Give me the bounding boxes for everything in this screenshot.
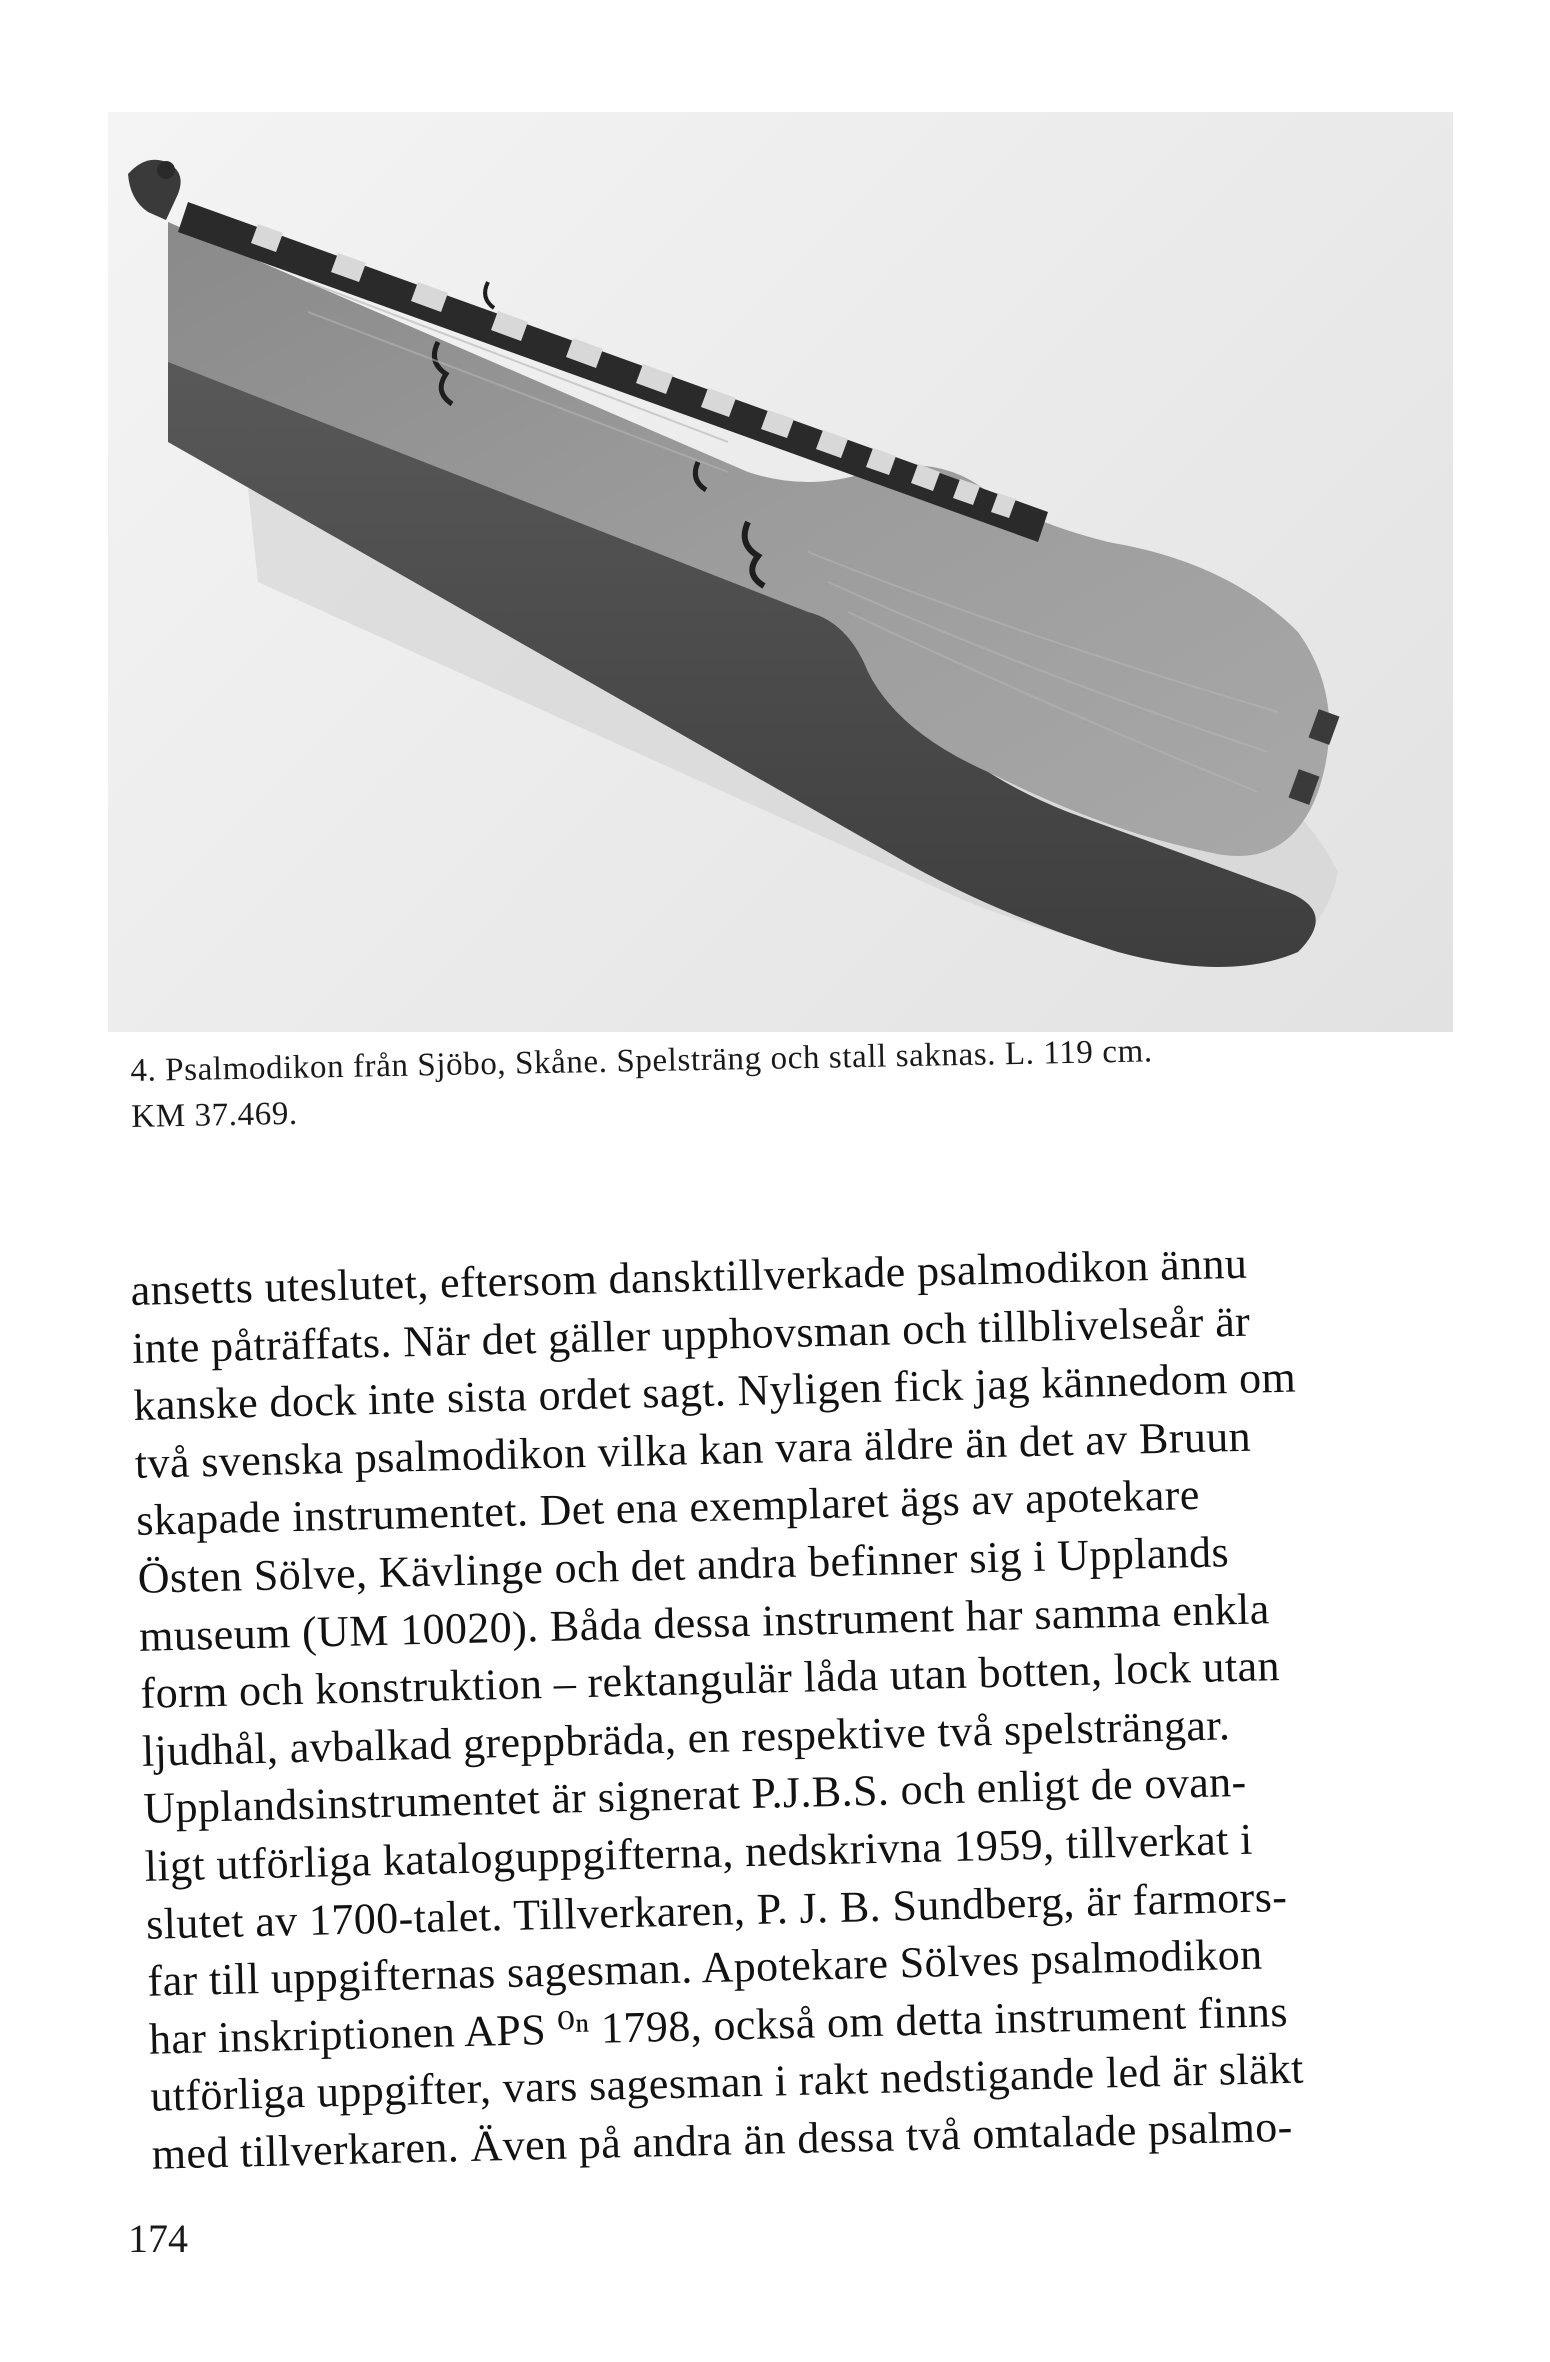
text-line: med tillverkaren. Även på andra än dessa två omtalade psalmo- — [151, 2101, 1294, 2179]
text-line: kanske dock inte sista ordet sagt. Nyligen fick jag kännedom om — [132, 1352, 1297, 1431]
sound-hole-4 — [485, 282, 494, 308]
text-line: utförliga uppgifter, vars sagesman i rakt nedstigande led är släkt — [149, 2043, 1305, 2122]
text-line: har inskriptionen APS ⁰ⁿ 1798, också om detta instrument finns — [148, 1986, 1289, 2064]
text-line: inte påträffats. När det gäller upphovsman och tillblivelseår är — [131, 1296, 1251, 1373]
text-line: ligt utförliga kataloguppgifterna, nedskrivna 1959, tillverkat i — [144, 1814, 1254, 1891]
text-line: Östen Sölve, Kävlinge och det andra befinner sig i Upplands — [137, 1527, 1230, 1603]
body-text — [130, 1232, 1392, 2184]
caption-line: KM 37.469. — [130, 1095, 299, 1135]
text-line: skapade instrumentet. Det ena exemplaret ägs av apotekare — [135, 1470, 1201, 1546]
text-line: museum (UM 10020). Båda dessa instrument har samma enkla — [138, 1583, 1271, 1661]
text-line: form och konstruktion – rektangulär låda utan botten, lock utan — [139, 1641, 1281, 1719]
psalmodikon-photo — [108, 112, 1453, 1032]
text-line: ljudhål, avbalkad greppbräda, en respektive två spelsträngar. — [141, 1700, 1231, 1776]
psalmodikon-illustration — [108, 112, 1453, 1032]
caption-line: 4. Psalmodikon från Sjöbo, Skåne. Spelsträng och stall saknas. L. 119 cm. — [130, 1033, 1153, 1089]
figure-caption — [130, 1025, 1312, 1140]
page-number: 174 — [128, 2216, 188, 2261]
text-line: Upplandsinstrumentet är signerat P.J.B.S. och enligt de ovan- — [142, 1757, 1248, 1834]
text-line: slutet av 1700-talet. Tillverkaren, P. J. B. Sundberg, är farmors- — [145, 1871, 1288, 1949]
text-line: far till uppgifternas sagesman. Apotekare Sölves psalmodikon — [146, 1929, 1264, 2006]
text-line: två svenska psalmodikon vilka kan vara äldre än det av Bruun — [134, 1411, 1252, 1488]
text-line: ansetts uteslutet, eftersom dansktillverkade psalmodikon ännu — [130, 1238, 1248, 1315]
